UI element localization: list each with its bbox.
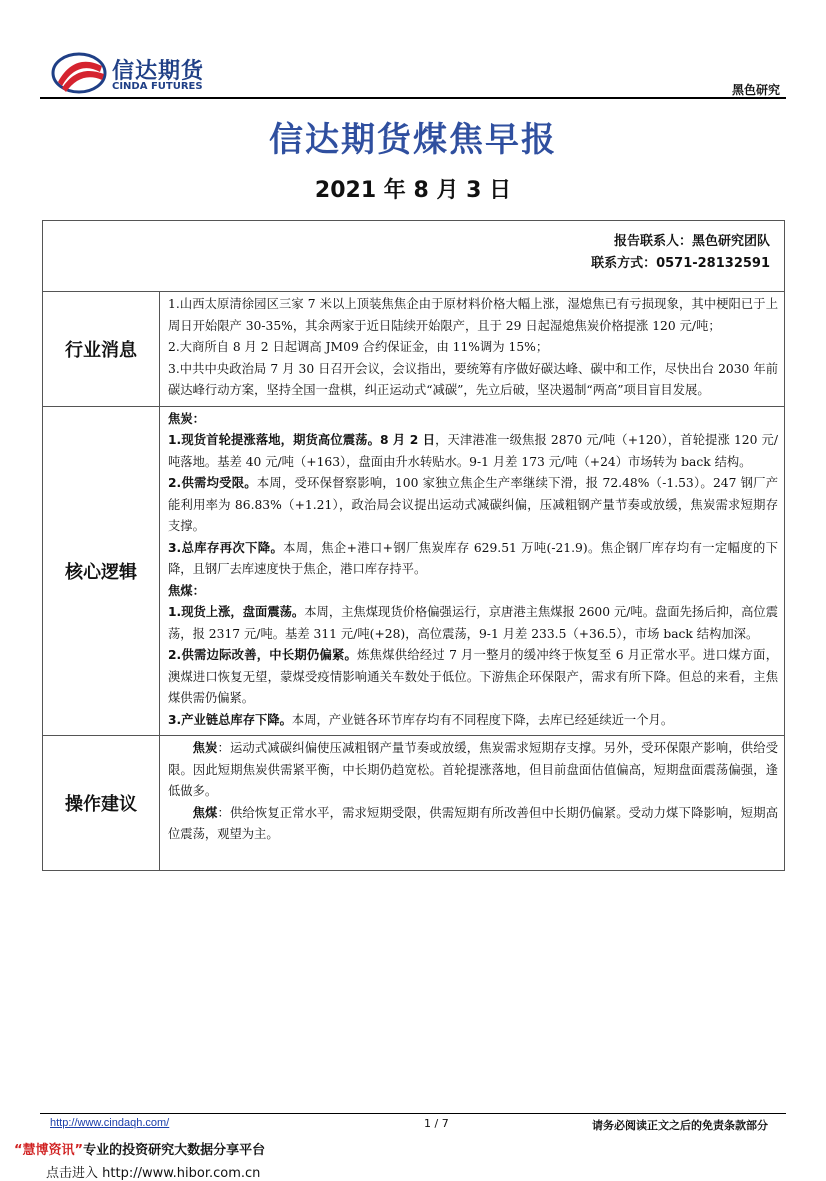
advice-coke-text: ：运动式减碳纠偏使压减粗钢产量节奏或放缓，焦炭需求短期存支撑。另外，受环保限产影响，供给受限。因此短期焦炭供需紧平衡，中长期仍趋宽松。首轮提涨落地，但目前盘面估值偏高，短期盘面震荡偏强，逢低做多。 xyxy=(168,741,779,798)
logic-row xyxy=(43,406,785,736)
department-label: 黑色研究 xyxy=(731,83,780,97)
coke-point-3 xyxy=(168,538,778,581)
news-content xyxy=(160,292,785,407)
section-label-logic: 核心逻辑 xyxy=(43,406,160,736)
news-item: 2.大商所自 8 月 2 日起调高 JM09 合约保证金，由 11%调为 15%； xyxy=(168,340,549,354)
contact-person: 报告联系人：黑色研究团队 xyxy=(614,234,771,249)
coke-point-3-text: 本周，焦企+港口+钢厂焦炭库存 629.51 万吨(-21.9)。焦企钢厂库存均有一定幅度的下降，且钢厂去库速度快于焦企，港口库存持平。 xyxy=(168,540,779,576)
coke-point-1 xyxy=(168,430,778,473)
contact-phone: 联系方式：0571-28132591 xyxy=(591,256,771,271)
coal-point-2-text: 炼焦煤供给经过 7 月一整月的缓冲终于恢复至 6 月正常水平。进口煤方面，澳煤进口恢复无望，蒙煤受疫情影响通关车数处于低位。下游焦企环保限产，需求有所下降。但总的来看，主焦煤供需仍偏紧。 xyxy=(168,648,779,705)
coal-point-2 xyxy=(168,645,778,710)
page-number: 1 / 7 xyxy=(424,1117,449,1130)
coal-point-1-title: 1.现货上涨，盘面震荡。 xyxy=(168,605,305,619)
advice-coal xyxy=(168,803,778,846)
coal-point-3-text: 本周，产业链各环节库存均有不同程度下降，去库已经延续近一个月。 xyxy=(291,712,674,727)
coke-point-2-text: 本周，受环保督察影响，100 家独立焦企生产率继续下滑，报 72.48%（-1.53）。247 钢厂产能利用率为 86.83%（+1.21），政治局会议提出运动式减碳纠偏，压减粗钢产量节奏或放缓，焦炭需求短期存支撑。 xyxy=(168,476,779,533)
watermark-banner xyxy=(14,1139,265,1158)
coal-point-3-title: 3.产业链总库存下降。 xyxy=(168,712,292,727)
section-label-advice: 操作建议 xyxy=(43,736,160,871)
cinda-globe-icon xyxy=(50,52,108,94)
coal-point-3 xyxy=(168,710,778,732)
advice-coal-text: ：供给恢复正常水平，需求短期受限，供需短期有所改善但中长期仍偏紧。受动力煤下降影响，短期高位震荡，观望为主。 xyxy=(168,805,778,841)
advice-coke-title: 焦炭 xyxy=(192,741,218,755)
watermark-slogan: 专业的投资研究大数据分享平台 xyxy=(83,1143,266,1158)
coal-heading: 焦煤： xyxy=(168,583,205,598)
news-item: 1.山西太原清徐园区三家 7 米以上顶装焦焦企由于原材料价格大幅上涨，湿熄焦已有亏损现象，其中梗阳已于上周日开始限产 30-35%，其余两家于近日陆续开始限产，且于 29 日起湿熄焦炭价格提涨 120 元/吨； xyxy=(168,297,779,333)
footer-divider xyxy=(40,1113,786,1114)
news-item: 3.中共中央政治局 7 月 30 日召开会议，会议指出，要统筹有序做好碳达峰、碳中和工作，尽快出台 2030 年前碳达峰行动方案，坚持全国一盘棋，纠正运动式“减碳”，先立后破，坚决遏制“两高”项目盲目发展。 xyxy=(168,361,779,397)
coke-point-1-title: 1.现货首轮提涨落地，期货高位震荡。8 月 2 日 xyxy=(168,433,436,447)
coal-point-1-text: 本周，主焦煤现货价格偏强运行，京唐港主焦煤报 2600 元/吨。盘面先扬后抑，高位震荡，报 2317 元/吨。基差 311 元/吨(+28)，高位震荡，9-1 月差 233.5（+36.5），市场 back 结构加深。 xyxy=(168,605,779,641)
coke-point-2 xyxy=(168,473,778,538)
advice-coal-title: 焦煤 xyxy=(192,805,218,820)
news-row xyxy=(43,292,785,407)
coke-heading: 焦炭： xyxy=(168,411,205,426)
watermark-brand: “慧博资讯” xyxy=(14,1143,84,1158)
footer-website-link[interactable]: http://www.cindaqh.com/ xyxy=(50,1117,170,1129)
coke-point-1-text: ，天津港准一级焦报 2870 元/吨（+120），首轮提涨 120 元/吨落地。基差 40 元/吨（+163），盘面由升水转贴水。9-1 月差 173 元/吨（+24）市场转为 back 结构。 xyxy=(168,433,779,469)
section-label-news: 行业消息 xyxy=(43,292,160,407)
header-divider xyxy=(40,97,786,99)
company-logo xyxy=(50,52,210,96)
logo-chinese-name: 信达期货 xyxy=(112,59,205,84)
contact-row xyxy=(43,221,785,292)
coal-point-2-title: 2.供需边际改善，中长期仍偏紧。 xyxy=(168,648,358,662)
report-title: 信达期货煤焦早报 xyxy=(269,120,557,160)
logo-english-name: CINDA FUTURES xyxy=(112,81,203,92)
report-date: 2021 年 8 月 3 日 xyxy=(314,178,512,203)
watermark-link[interactable]: 点击进入 http://www.hibor.com.cn xyxy=(46,1166,261,1181)
advice-content xyxy=(160,736,785,871)
coke-point-3-title: 3.总库存再次下降。 xyxy=(168,540,284,555)
advice-coke xyxy=(168,738,778,803)
logic-content xyxy=(160,406,785,736)
coal-point-1 xyxy=(168,602,778,645)
contact-cell xyxy=(43,221,785,292)
footer-disclaimer: 请务必阅读正文之后的免责条款部分 xyxy=(592,1119,768,1132)
advice-row xyxy=(43,736,785,871)
report-table xyxy=(42,220,785,871)
coke-point-2-title: 2.供需均受限。 xyxy=(168,476,257,490)
